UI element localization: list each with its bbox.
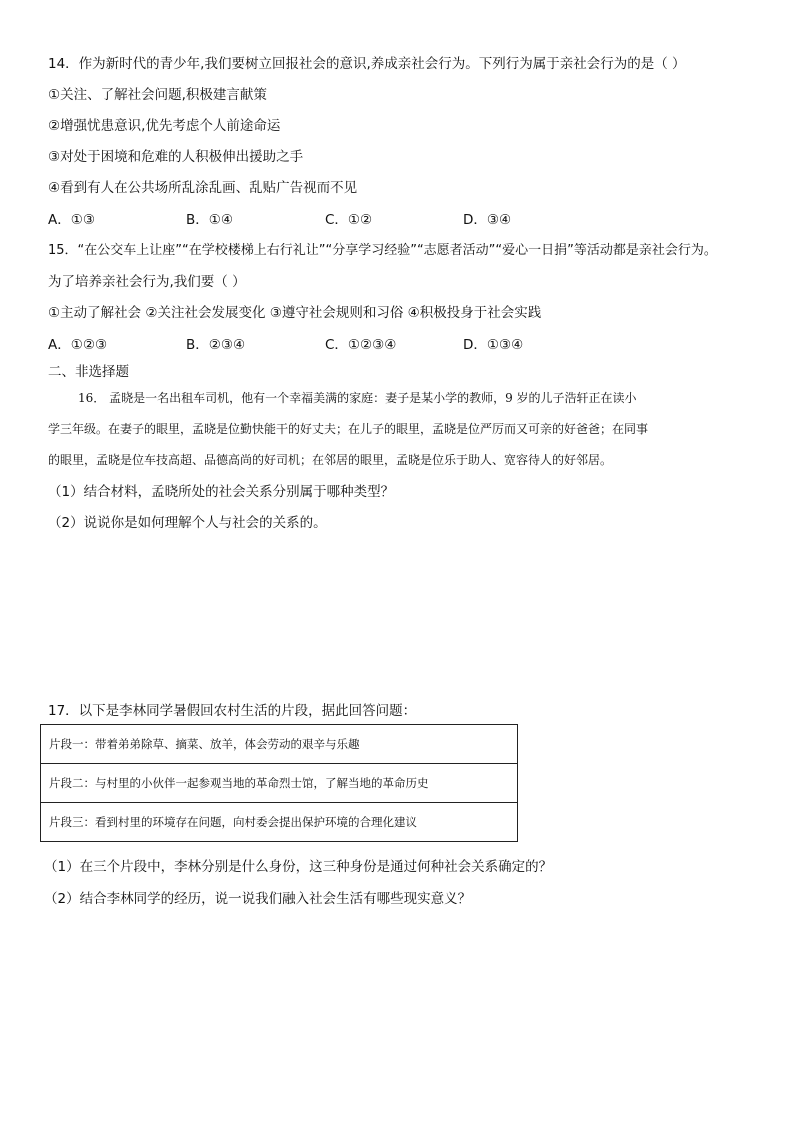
q15-option-d[interactable]: D．①③④ — [463, 337, 524, 353]
q16-material-line-1: 16． 孟晓是一名出租车司机，他有一个幸福美满的家庭：妻子是某小学的教师，9 岁的儿子浩轩正在读小 — [78, 391, 637, 405]
table-row — [41, 764, 518, 803]
section-title: 二、非选择题 — [48, 364, 129, 380]
table-row — [41, 725, 518, 764]
q14-item-1: ①关注、了解社会问题,积极建言献策 — [48, 87, 267, 103]
q15-option-c[interactable]: C．①②③④ — [325, 337, 397, 353]
q17-fragment-3: 片段三：看到村里的环境存在问题，向村委会提出保护环境的合理化建议 — [41, 803, 518, 842]
q17-sub-question-2: （2）结合李林同学的经历，说一说我们融入社会生活有哪些现实意义？ — [44, 891, 472, 907]
q14-item-2: ②增强忧患意识,优先考虑个人前途命运 — [48, 118, 281, 134]
q16-sub-question-1: （1）结合材料，孟晓所处的社会关系分别属于哪种类型？ — [48, 484, 395, 500]
q15-stem-line2: 为了培养亲社会行为,我们要（ ） — [48, 274, 246, 290]
q15-items: ①主动了解社会 ②关注社会发展变化 ③遵守社会规则和习俗 ④积极投身于社会实践 — [48, 305, 542, 321]
q17-fragment-2: 片段二：与村里的小伙伴一起参观当地的革命烈士馆，了解当地的革命历史 — [41, 764, 518, 803]
q15-option-a[interactable]: A．①②③ — [48, 337, 108, 353]
q14-stem: 14．作为新时代的青少年,我们要树立回报社会的意识,养成亲社会行为。下列行为属于亲社会行为的是（ ） — [48, 56, 686, 72]
q17-fragment-1: 片段一：带着弟弟除草、摘菜、放羊，体会劳动的艰辛与乐趣 — [41, 725, 518, 764]
q17-stem: 17．以下是李林同学暑假回农村生活的片段，据此回答问题： — [48, 703, 417, 719]
q15-stem-line1: 15．“在公交车上让座”“在学校楼梯上右行礼让”“分享学习经验”“志愿者活动”“爱心一日捐”等活动都是亲社会行为。 — [48, 243, 717, 258]
q17-sub-question-1: （1）在三个片段中，李林分别是什么身份，这三种身份是通过何种社会关系确定的？ — [44, 859, 553, 875]
q14-item-3: ③对处于困境和危难的人积极伸出援助之手 — [48, 149, 304, 165]
q16-sub-question-2: （2）说说你是如何理解个人与社会的关系的。 — [48, 515, 327, 531]
q16-material-line-3: 的眼里，孟晓是位车技高超、品德高尚的好司机；在邻居的眼里，孟晓是位乐于助人、宽容待人的好邻居。 — [48, 453, 613, 467]
q14-option-c[interactable]: C．①② — [325, 212, 373, 228]
table-row — [41, 803, 518, 842]
q16-material-line-2: 学三年级。在妻子的眼里，孟晓是位勤快能干的好丈夫；在儿子的眼里，孟晓是位严厉而又可亲的好爸爸；在同事 — [48, 422, 649, 436]
q15-option-b[interactable]: B．②③④ — [186, 337, 246, 353]
q17-fragment-table — [40, 724, 518, 842]
q14-option-a[interactable]: A．①③ — [48, 212, 95, 228]
q14-option-d[interactable]: D．③④ — [463, 212, 512, 228]
q14-item-4: ④看到有人在公共场所乱涂乱画、乱贴广告视而不见 — [48, 180, 358, 196]
q14-option-b[interactable]: B．①④ — [186, 212, 233, 228]
